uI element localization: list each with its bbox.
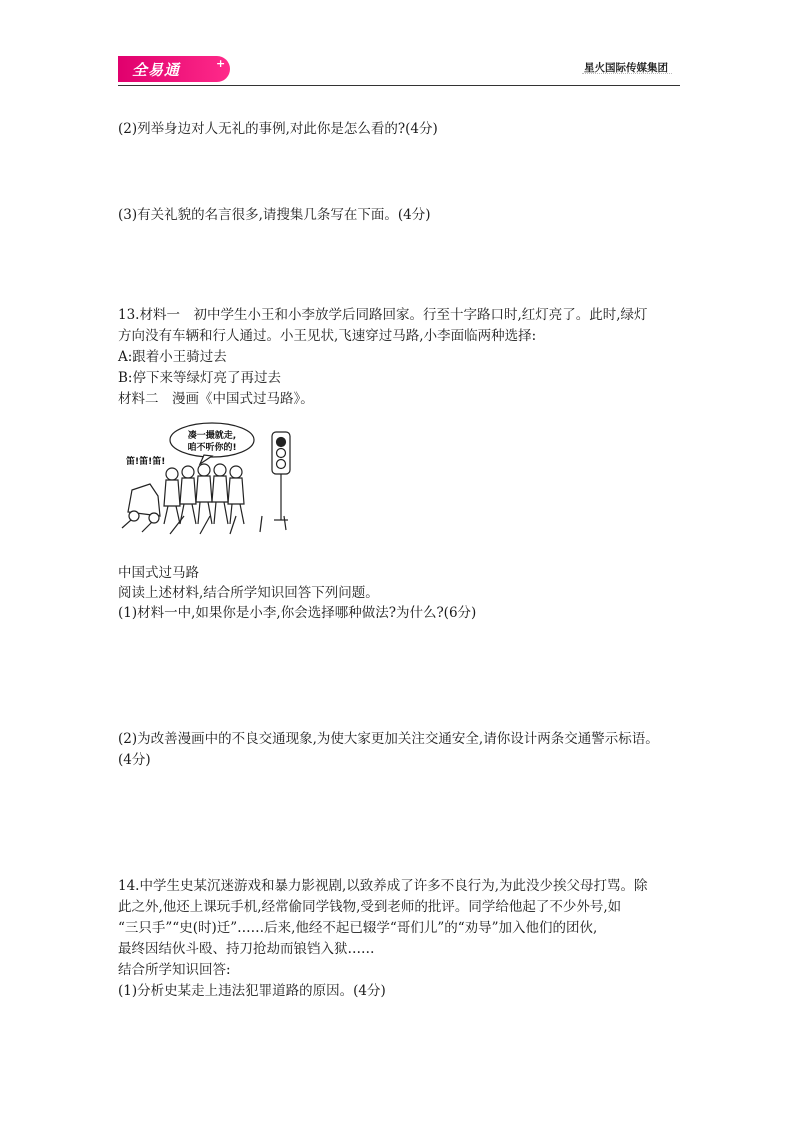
car-drawing xyxy=(128,484,160,523)
question-13-material-1-line-1: 13.材料一 初中学生小王和小李放学后同路回家。行至十字路口时,红灯亮了。此时,绿灯 xyxy=(118,307,648,323)
question-14-instructions: 结合所学知识回答: xyxy=(118,962,231,978)
traffic-light-icon xyxy=(272,432,290,520)
comic-caption: 中国式过马路 xyxy=(118,565,199,581)
publisher-subline xyxy=(582,73,672,77)
question-13-material-2: 材料二 漫画《中国式过马路》。 xyxy=(118,391,314,407)
logo-plus: + xyxy=(216,57,226,70)
question-14-line-4: 最终因结伙斗殴、持刀抢劫而锒铛入狱…… xyxy=(118,941,375,957)
question-13-material-1-line-2: 方向没有车辆和行人通过。小王见状,飞速穿过马路,小李面临两种选择: xyxy=(118,328,537,344)
question-13-1: (1)材料一中,如果你是小李,你会选择哪种做法?为什么?(6分) xyxy=(118,605,477,621)
comic-chinese-style-crossing xyxy=(120,420,302,536)
pedestrian-group xyxy=(164,464,244,524)
page-header xyxy=(118,56,680,86)
question-12-2: (2)列举身边对人无礼的事例,对此你是怎么看的?(4分) xyxy=(118,121,438,137)
question-14-line-3: “三只手”“史(时)迁”……后来,他经不起已辍学“哥们儿”的“劝导”加入他们的团伙, xyxy=(118,920,598,936)
question-13-option-a: A:跟着小王骑过去 xyxy=(118,349,227,365)
question-13-option-b: B:停下来等绿灯亮了再过去 xyxy=(118,370,281,386)
question-13-2-line-2: (4分) xyxy=(118,752,151,768)
header-divider xyxy=(118,85,680,86)
question-14-1: (1)分析史某走上违法犯罪道路的原因。(4分) xyxy=(118,983,386,999)
car-horn-text: 笛!笛!笛! xyxy=(126,457,166,467)
crosswalk-stripes xyxy=(122,512,286,534)
question-14-line-2: 此之外,他还上课玩手机,经常偷同学钱物,受到老师的批评。同学给他起了不少外号,如 xyxy=(118,899,622,915)
speech-bubble-line-1: 凑一撮就走, xyxy=(187,431,237,441)
question-12-3: (3)有关礼貌的名言很多,请搜集几条写在下面。(4分) xyxy=(118,207,431,223)
question-14-line-1: 14.中学生史某沉迷游戏和暴力影视剧,以致养成了许多不良行为,为此没少挨父母打骂。除 xyxy=(118,878,648,894)
quanyitong-logo xyxy=(118,56,230,82)
question-13-2-line-1: (2)为改善漫画中的不良交通现象,为使大家更加关注交通安全,请你设计两条交通警示标语。 xyxy=(118,731,659,747)
publisher-name: 星火国际传媒集团 xyxy=(584,62,668,74)
speech-bubble-line-2: 咱不听你的! xyxy=(187,443,237,453)
question-13-instructions: 阅读上述材料,结合所学知识回答下列问题。 xyxy=(118,585,379,601)
logo-text: 全易通 xyxy=(132,61,181,79)
